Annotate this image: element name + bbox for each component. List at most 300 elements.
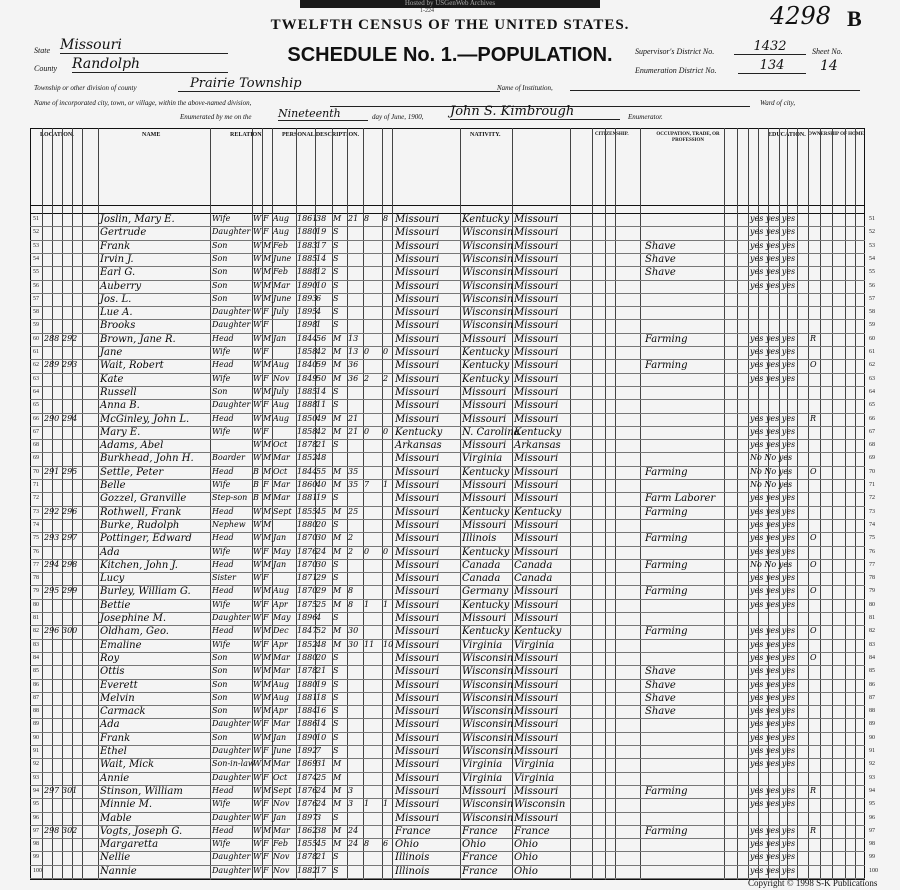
line-number-right: 98 [869, 841, 875, 848]
occupation: Farming [645, 785, 688, 797]
education: No No yes [750, 559, 793, 569]
sex: F [263, 214, 269, 223]
sex: M [263, 253, 272, 263]
education: yes yes yes [750, 839, 796, 849]
years-married: 25 [348, 506, 359, 516]
person-name: Ada [100, 546, 120, 558]
years-married: 13 [348, 333, 359, 343]
age: 21 [316, 852, 327, 862]
education: yes yes yes [750, 759, 796, 769]
age: 10 [316, 732, 327, 742]
line-number-right: 93 [869, 774, 875, 781]
sex: F [263, 347, 269, 356]
mother-birthplace: Arkansas [514, 440, 561, 452]
sex: M [263, 386, 272, 396]
education: yes yes yes [750, 719, 796, 729]
line-number-right: 57 [869, 295, 875, 302]
age: 29 [316, 586, 327, 596]
line-number-right: 77 [869, 561, 875, 568]
birthplace: Missouri [395, 240, 440, 252]
father-birthplace: Wisconsin [462, 652, 514, 664]
age: 38 [316, 214, 327, 223]
years-married: 24 [348, 839, 359, 849]
birth-year: 1847 [297, 626, 318, 636]
education: yes yes yes [750, 626, 796, 636]
header-citizenship: CITIZENSHIP. [595, 132, 629, 137]
dwelling-number: 297 [44, 785, 60, 795]
line-number-right: 66 [869, 415, 875, 422]
relation: Wife [212, 799, 231, 809]
line-number-right: 82 [869, 628, 875, 635]
birth-year: 1871 [297, 573, 318, 583]
person-name: Vogts, Joseph G. [100, 825, 183, 837]
race: W [253, 812, 262, 822]
occupation: Farming [645, 360, 688, 372]
person-name: Earl G. [100, 267, 136, 279]
birthplace: Missouri [395, 519, 440, 531]
mother-birthplace: Missouri [514, 400, 559, 412]
mother-birthplace: Kentucky [514, 626, 562, 638]
relation: Head [212, 785, 234, 795]
column-divider [72, 128, 73, 880]
birthplace: Missouri [395, 626, 440, 638]
race: W [253, 746, 262, 755]
birth-year: 1876 [297, 785, 318, 795]
years-married: 36 [348, 373, 359, 383]
marital-status: S [333, 692, 339, 702]
marital-status: M [333, 772, 342, 782]
mother-birthplace: Kentucky [514, 506, 562, 518]
mother-birthplace: Missouri [514, 719, 559, 731]
birth-year: 1849 [297, 373, 318, 383]
age: 59 [316, 360, 327, 370]
birth-year: 1874 [297, 772, 318, 782]
person-name: Anna B. [100, 400, 140, 412]
person-name: Jos. L. [100, 293, 132, 305]
person-name: Rothwell, Frank [100, 506, 182, 518]
birth-month: Nov [273, 852, 290, 862]
race: W [253, 639, 262, 649]
age: 14 [316, 253, 327, 263]
row-rule [30, 665, 865, 666]
header-rule [30, 205, 865, 206]
birth-year: 1886 [297, 719, 318, 729]
sex: M [263, 453, 272, 463]
age: 19 [316, 679, 327, 689]
relation: Sister [212, 573, 236, 583]
years-married: 30 [348, 639, 359, 649]
age: 42 [316, 347, 327, 356]
person-name: Carmack [100, 706, 146, 718]
relation: Head [212, 825, 234, 835]
sex: M [263, 652, 272, 662]
birthplace: Missouri [395, 573, 440, 585]
education: No No yes [750, 453, 793, 463]
line-number-right: 53 [869, 242, 875, 249]
line-number-left: 100 [33, 867, 42, 874]
sex: M [263, 666, 272, 676]
relation: Boarder [212, 453, 245, 463]
race: W [253, 785, 262, 795]
family-number: 302 [62, 825, 78, 835]
line-number-right: 81 [869, 615, 875, 621]
line-number-right: 79 [869, 588, 875, 595]
line-number-left: 90 [33, 734, 39, 741]
sex: M [263, 293, 272, 303]
relation: Son [212, 652, 228, 662]
occupation: Farming [645, 466, 688, 478]
father-birthplace: Wisconsin [462, 812, 514, 824]
marital-status: M [333, 839, 342, 849]
line-number-left: 66 [33, 415, 39, 422]
family-number: 299 [62, 586, 78, 596]
age: 6 [316, 293, 322, 303]
column-divider [808, 128, 809, 880]
education: yes yes yes [750, 666, 796, 676]
header-personal: PERSONAL DESCRIPTION. [282, 132, 360, 138]
age: 14 [316, 719, 327, 729]
birth-year: 1896 [297, 613, 318, 622]
line-number-right: 64 [869, 388, 875, 395]
line-number-right: 55 [869, 269, 875, 276]
birth-month: Apr [273, 639, 288, 649]
sex: F [263, 546, 269, 556]
sex: M [263, 825, 272, 835]
education: No No yes [750, 466, 793, 476]
race: W [253, 692, 262, 702]
years-married: 35 [348, 466, 359, 476]
mother-birthplace: Missouri [514, 785, 559, 797]
birth-year: 1895 [297, 307, 318, 317]
relation: Head [212, 413, 234, 423]
birth-month: Feb [273, 267, 288, 277]
family-number: 301 [62, 785, 78, 795]
occupation: Farming [645, 333, 688, 345]
birth-month: Mar [273, 759, 290, 769]
age: 48 [316, 453, 327, 463]
column-divider [570, 128, 571, 880]
marital-status: M [333, 333, 342, 343]
mother-birthplace: Missouri [514, 732, 559, 744]
mother-birthplace: Missouri [514, 227, 559, 239]
line-number-left: 54 [33, 255, 39, 262]
form-number: 1-224 [420, 8, 434, 14]
birth-month: June [273, 746, 292, 755]
line-number-right: 61 [869, 349, 875, 355]
line-number-left: 74 [33, 521, 39, 528]
line-number-left: 65 [33, 402, 39, 409]
column-divider [640, 128, 641, 880]
line-number-right: 96 [869, 814, 875, 821]
occupation: Farming [645, 825, 688, 837]
birth-year: 1890 [297, 732, 318, 742]
birth-year: 1888 [297, 400, 318, 410]
birth-month: Mar [273, 480, 290, 489]
birth-year: 1878 [297, 666, 318, 676]
age: 3 [316, 812, 322, 822]
birth-year: 1855 [297, 839, 318, 849]
birth-year: 1881 [297, 493, 318, 503]
birth-year: 1880 [297, 227, 318, 237]
mother-birthplace: Missouri [514, 679, 559, 691]
children-born: 11 [364, 639, 375, 649]
line-number-right: 59 [869, 322, 875, 329]
birth-month: Aug [273, 413, 290, 423]
row-rule [30, 705, 865, 706]
sex: M [263, 280, 272, 290]
line-number-right: 76 [869, 548, 875, 555]
birth-year: 1860 [297, 480, 318, 489]
birthplace: Missouri [395, 386, 440, 398]
row-rule [30, 386, 865, 387]
relation: Wife [212, 426, 231, 436]
occupation: Farming [645, 586, 688, 598]
relation: Head [212, 360, 234, 370]
race: B [253, 480, 259, 489]
home-tenure: O [810, 626, 817, 636]
column-divider [845, 128, 846, 880]
handwritten-number: 4298 [770, 2, 832, 30]
relation: Head [212, 559, 234, 569]
father-birthplace: Illinois [462, 533, 497, 545]
race: W [253, 772, 262, 782]
line-number-left: 84 [33, 654, 39, 661]
row-rule [30, 373, 865, 374]
person-name: Settle, Peter [100, 466, 164, 478]
column-divider [820, 128, 821, 880]
marital-status: S [333, 293, 339, 303]
relation: Daughter [212, 307, 251, 317]
column-divider [382, 128, 383, 880]
line-number-right: 74 [869, 521, 875, 528]
education: yes yes yes [750, 227, 796, 237]
birth-month: Sept [273, 785, 292, 795]
age: 42 [316, 426, 327, 436]
mother-birthplace: Missouri [514, 214, 559, 225]
sheet-value: 14 [820, 58, 838, 74]
father-birthplace: Wisconsin [462, 666, 514, 678]
birth-year: 1844 [297, 466, 318, 476]
marital-status: M [333, 759, 342, 769]
education: yes yes yes [750, 785, 796, 795]
column-divider [460, 128, 461, 880]
education: yes yes yes [750, 679, 796, 689]
father-birthplace: Wisconsin [462, 307, 514, 319]
occupation: Farm Laborer [645, 493, 716, 505]
person-name: Josephine M. [100, 613, 167, 624]
sex: M [263, 533, 272, 543]
dwelling-number: 289 [44, 360, 60, 370]
birth-month: Aug [273, 227, 290, 237]
age: 56 [316, 333, 327, 343]
mother-birthplace: Wisconsin [514, 799, 566, 811]
sex: M [263, 493, 272, 503]
birthplace: Missouri [395, 652, 440, 664]
sex: F [263, 373, 269, 383]
header-education: EDUCATION. [768, 132, 806, 138]
education: yes yes yes [750, 333, 796, 343]
state-value: Missouri [60, 37, 228, 54]
family-number: 292 [62, 333, 78, 343]
township-value: Prairie Township [178, 76, 500, 92]
mother-birthplace: Missouri [514, 812, 559, 824]
relation: Son [212, 293, 228, 303]
education: yes yes yes [750, 506, 796, 516]
relation: Wife [212, 599, 231, 609]
marital-status: S [333, 386, 339, 396]
family-number: 295 [62, 466, 78, 476]
line-number-right: 52 [869, 229, 875, 236]
sex: F [263, 227, 269, 237]
line-number-right: 73 [869, 508, 875, 515]
relation: Daughter [212, 772, 251, 782]
row-rule [30, 652, 865, 653]
father-birthplace: France [462, 852, 498, 864]
person-name: Gozzel, Granville [100, 493, 187, 505]
birthplace: Missouri [395, 466, 440, 478]
father-birthplace: Wisconsin [462, 706, 514, 718]
marital-status: M [333, 785, 342, 795]
education: yes yes yes [750, 865, 796, 875]
birth-year: 1870 [297, 586, 318, 596]
birth-year: 1893 [297, 293, 318, 303]
education: yes yes yes [750, 360, 796, 370]
mother-birthplace: Virginia [514, 759, 555, 771]
line-number-left: 82 [33, 628, 39, 635]
relation: Head [212, 626, 234, 636]
marital-status: S [333, 666, 339, 676]
race: W [253, 652, 262, 662]
person-name: McGinley, John L. [100, 413, 190, 425]
race: W [253, 839, 262, 849]
mother-birthplace: Canada [514, 559, 553, 571]
column-divider [363, 128, 364, 880]
home-tenure: O [810, 586, 817, 596]
marital-status: S [333, 320, 339, 330]
institution-line [570, 90, 860, 91]
dwelling-number: 293 [44, 533, 60, 543]
sex: F [263, 719, 269, 729]
marital-status: S [333, 812, 339, 822]
birthplace: Missouri [395, 480, 440, 491]
birthplace: Missouri [395, 227, 440, 239]
age: 20 [316, 519, 327, 529]
person-name: Brooks [100, 320, 136, 332]
column-divider [347, 128, 348, 880]
line-number-right: 92 [869, 761, 875, 768]
father-birthplace: Wisconsin [462, 692, 514, 704]
column-divider [832, 128, 833, 880]
father-birthplace: Missouri [462, 400, 507, 412]
children-living: 0 [383, 347, 389, 356]
line-number-left: 86 [33, 681, 39, 688]
age: 21 [316, 440, 327, 450]
mother-birthplace: Kentucky [514, 426, 562, 438]
marital-status: M [333, 546, 342, 556]
row-rule [30, 226, 865, 227]
person-name: Stinson, William [100, 785, 183, 797]
race: W [253, 426, 262, 436]
father-birthplace: Missouri [462, 613, 507, 624]
birthplace: Missouri [395, 267, 440, 279]
person-name: Kate [100, 373, 124, 385]
father-birthplace: Wisconsin [462, 679, 514, 691]
mother-birthplace: Missouri [514, 333, 559, 345]
mother-birthplace: Missouri [514, 652, 559, 664]
state-label: State [34, 46, 50, 55]
sex: M [263, 732, 272, 742]
person-name: Brown, Jane R. [100, 333, 176, 345]
birth-year: 1870 [297, 559, 318, 569]
birth-year: 1885 [297, 386, 318, 396]
row-rule [30, 851, 865, 852]
marital-status: M [333, 466, 342, 476]
marital-status: M [333, 413, 342, 423]
dwelling-number: 296 [44, 626, 60, 636]
person-name: Joslin, Mary E. [100, 214, 175, 225]
person-name: Wait, Robert [100, 360, 164, 372]
race: W [253, 825, 262, 835]
relation: Head [212, 466, 234, 476]
father-birthplace: Wisconsin [462, 253, 514, 265]
birth-month: Nov [273, 865, 290, 875]
line-number-right: 70 [869, 468, 875, 475]
race: W [253, 307, 262, 317]
occupation: Shave [645, 267, 676, 279]
children-born: 0 [364, 347, 370, 356]
race: B [253, 466, 259, 476]
birthplace: Missouri [395, 360, 440, 372]
row-rule [30, 758, 865, 759]
mother-birthplace: Missouri [514, 453, 559, 465]
years-married: 21 [348, 413, 359, 423]
person-name: Minnie M. [100, 799, 153, 811]
marital-status: M [333, 214, 342, 223]
header-name: NAME [142, 132, 161, 138]
education: yes yes yes [750, 493, 796, 503]
marital-status: S [333, 746, 339, 755]
line-number-right: 65 [869, 402, 875, 409]
education: yes yes yes [750, 253, 796, 263]
home-tenure: R [810, 785, 817, 795]
birth-month: Mar [273, 825, 290, 835]
race: W [253, 253, 262, 263]
age: 25 [316, 599, 327, 609]
family-number: 293 [62, 360, 78, 370]
line-number-left: 89 [33, 721, 39, 728]
birthplace: Missouri [395, 214, 440, 225]
line-number-right: 78 [869, 575, 875, 582]
marital-status: S [333, 493, 339, 503]
sex: M [263, 506, 272, 516]
relation: Wife [212, 639, 231, 649]
age: 40 [316, 480, 327, 489]
race: W [253, 240, 262, 250]
person-name: Adams, Abel [100, 440, 164, 452]
line-number-left: 61 [33, 349, 39, 355]
education: yes yes yes [750, 373, 796, 383]
relation: Daughter [212, 746, 251, 755]
father-birthplace: France [462, 865, 498, 877]
children-born: 8 [364, 214, 370, 223]
mother-birthplace: Missouri [514, 533, 559, 545]
race: W [253, 373, 262, 383]
age: 50 [316, 373, 327, 383]
row-rule [30, 732, 865, 733]
column-divider [737, 128, 738, 880]
person-name: Lucy [100, 573, 125, 585]
dwelling-number: 290 [44, 413, 60, 423]
